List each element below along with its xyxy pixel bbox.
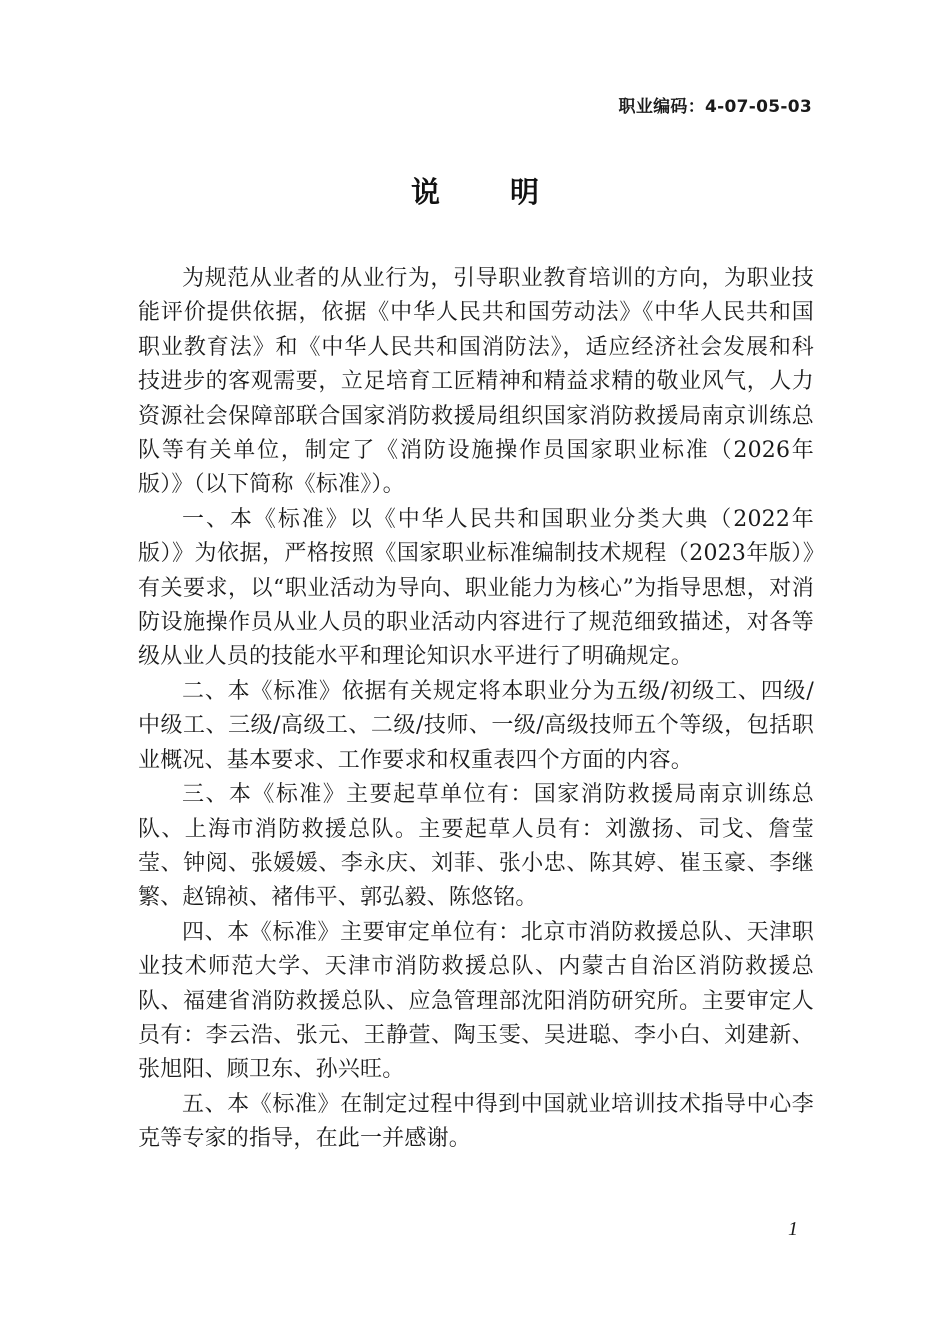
paragraph-item-2: 二、本《标准》依据有关规定将本职业分为五级/初级工、四级/中级工、三级/高级工、二级/技师、一级/高级技师五个等级，包括职业概况、基本要求、工作要求和权重表四个方面的内容。 [138, 678, 814, 773]
page-title: 说明 [410, 175, 609, 209]
paragraph-intro: 为规范从业者的从业行为，引导职业教育培训的方向，为职业技能评价提供依据，依据《中华人民共和国劳动法》《中华人民共和国职业教育法》和《中华人民共和国消防法》，适应经济社会发展和科技进步的客观需要，立足培育工匠精神和精益求精的敬业风气，人力资源社会保障部联合国家消防救援局组织国家消防救援局南京训练总队等有关单位，制定了《消防设施操作员国家职业标准（2026年版）》（以下简称《标准》）。 [138, 266, 814, 498]
paragraph-item-5: 五、本《标准》在制定过程中得到中国就业培训技术指导中心李克等专家的指导，在此一并感谢。 [138, 1091, 814, 1152]
document-body [138, 262, 814, 1157]
paragraph-item-3: 三、本《标准》主要起草单位有：国家消防救援局南京训练总队、上海市消防救援总队。主要起草人员有：刘激扬、司戈、詹莹莹、钟阅、张媛媛、李永庆、刘菲、张小忠、陈其婷、崔玉豪、李继繁、赵锦祯、褚伟平、郭弘毅、陈悠铭。 [138, 782, 814, 911]
paragraph-item-1: 一、本《标准》以《中华人民共和国职业分类大典（2022年版）》为依据，严格按照《国家职业标准编制技术规程（2023年版）》有关要求，以“职业活动为导向、职业能力为核心”为指导思想，对消防设施操作员从业人员的职业活动内容进行了规范细致描述，对各等级从业人员的技能水平和理论知识水平进行了明确规定。 [138, 506, 814, 670]
occupation-code: 职业编码：4-07-05-03 [618, 97, 812, 117]
paragraph-item-4: 四、本《标准》主要审定单位有：北京市消防救援总队、天津职业技术师范大学、天津市消防救援总队、内蒙古自治区消防救援总队、福建省消防救援总队、应急管理部沈阳消防研究所。主要审定人员有：李云浩、张元、王静萱、陶玉雯、吴进聪、李小白、刘建新、张旭阳、顾卫东、孙兴旺。 [138, 919, 814, 1083]
page-number: 1 [788, 1218, 798, 1240]
